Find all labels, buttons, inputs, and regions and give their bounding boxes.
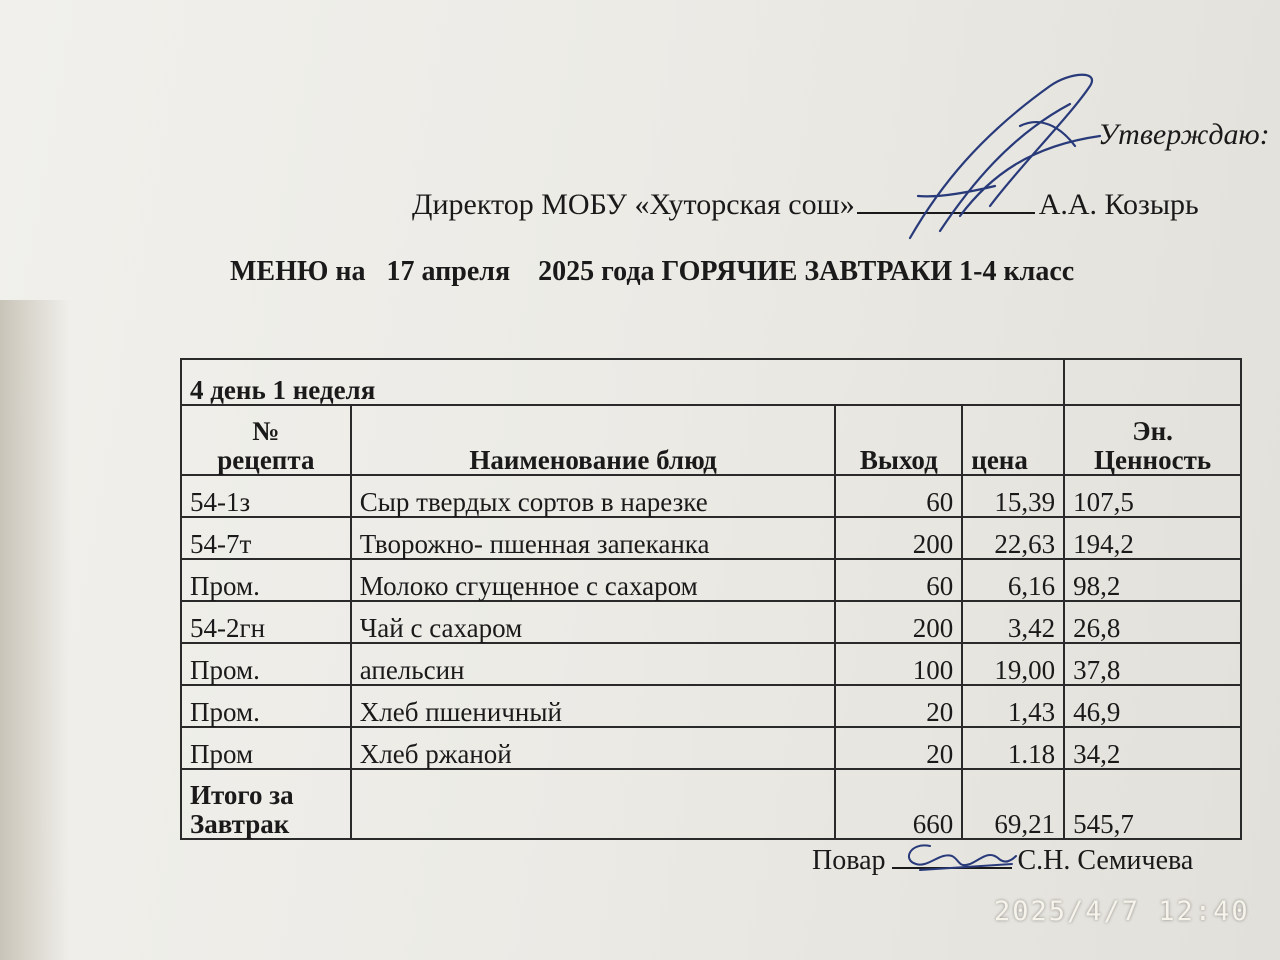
table-row (181, 559, 1241, 601)
yield-cell: 60 (835, 559, 962, 601)
dish-cell: Хлеб пшеничный (351, 685, 836, 727)
page-shadow (0, 300, 70, 960)
menu-title: МЕНЮ на 17 апреля 2025 года ГОРЯЧИЕ ЗАВТРАКИ 1-4 класс (230, 256, 1075, 287)
energy-cell: 34,2 (1064, 727, 1241, 769)
energy-cell: 194,2 (1064, 517, 1241, 559)
recipe-cell: Пром. (181, 685, 351, 727)
total-empty-cell (351, 769, 836, 839)
cook-prefix: Повар (812, 845, 886, 876)
dish-cell: Творожно- пшенная запеканка (351, 517, 836, 559)
recipe-cell: 54-1з (181, 475, 351, 517)
col-yield: Выход (835, 405, 962, 475)
table-row (181, 685, 1241, 727)
yield-cell: 200 (835, 517, 962, 559)
header-row (181, 405, 1241, 475)
yield-cell: 20 (835, 685, 962, 727)
week-empty-cell (1064, 359, 1241, 405)
col-energy: Эн. Ценность (1064, 405, 1241, 475)
cook-name: С.Н. Семичева (1017, 845, 1194, 876)
week-row (181, 359, 1241, 405)
recipe-cell: Пром. (181, 559, 351, 601)
menu-table (180, 358, 1242, 840)
energy-cell: 98,2 (1064, 559, 1241, 601)
energy-cell: 107,5 (1064, 475, 1241, 517)
yield-cell: 20 (835, 727, 962, 769)
dish-cell: Молоко сгущенное с сахаром (351, 559, 836, 601)
director-signature (900, 66, 1120, 246)
table-row (181, 727, 1241, 769)
price-cell: 15,39 (962, 475, 1064, 517)
week-label: 4 день 1 неделя (181, 359, 1064, 405)
energy-cell: 46,9 (1064, 685, 1241, 727)
col-recipe: № рецепта (181, 405, 351, 475)
price-cell: 1,43 (962, 685, 1064, 727)
energy-cell: 26,8 (1064, 601, 1241, 643)
director-prefix: Директор МОБУ «Хуторская сош» (412, 188, 855, 221)
price-cell: 19,00 (962, 643, 1064, 685)
col-price: цена (962, 405, 1064, 475)
table-row (181, 475, 1241, 517)
total-energy: 545,7 (1064, 769, 1241, 839)
dish-cell: Сыр твердых сортов в нарезке (351, 475, 836, 517)
photo-timestamp: 2025/4/7 12:40 (994, 896, 1250, 927)
total-yield: 660 (835, 769, 962, 839)
table-row (181, 643, 1241, 685)
approve-label: Утверждаю: (1098, 118, 1270, 151)
total-row (181, 769, 1241, 839)
recipe-cell: 54-2гн (181, 601, 351, 643)
recipe-cell: Пром. (181, 643, 351, 685)
table-row (181, 517, 1241, 559)
cook-signature (900, 838, 1020, 878)
energy-cell: 37,8 (1064, 643, 1241, 685)
director-name: А.А. Козырь (1038, 188, 1199, 221)
yield-cell: 100 (835, 643, 962, 685)
price-cell: 22,63 (962, 517, 1064, 559)
price-cell: 6,16 (962, 559, 1064, 601)
price-cell: 1.18 (962, 727, 1064, 769)
dish-cell: Хлеб ржаной (351, 727, 836, 769)
price-cell: 3,42 (962, 601, 1064, 643)
total-label: Итого за Завтрак (181, 769, 351, 839)
recipe-cell: Пром (181, 727, 351, 769)
total-price: 69,21 (962, 769, 1064, 839)
dish-cell: апельсин (351, 643, 836, 685)
dish-cell: Чай с сахаром (351, 601, 836, 643)
col-dish: Наименование блюд (351, 405, 836, 475)
yield-cell: 200 (835, 601, 962, 643)
yield-cell: 60 (835, 475, 962, 517)
table-row (181, 601, 1241, 643)
recipe-cell: 54-7т (181, 517, 351, 559)
